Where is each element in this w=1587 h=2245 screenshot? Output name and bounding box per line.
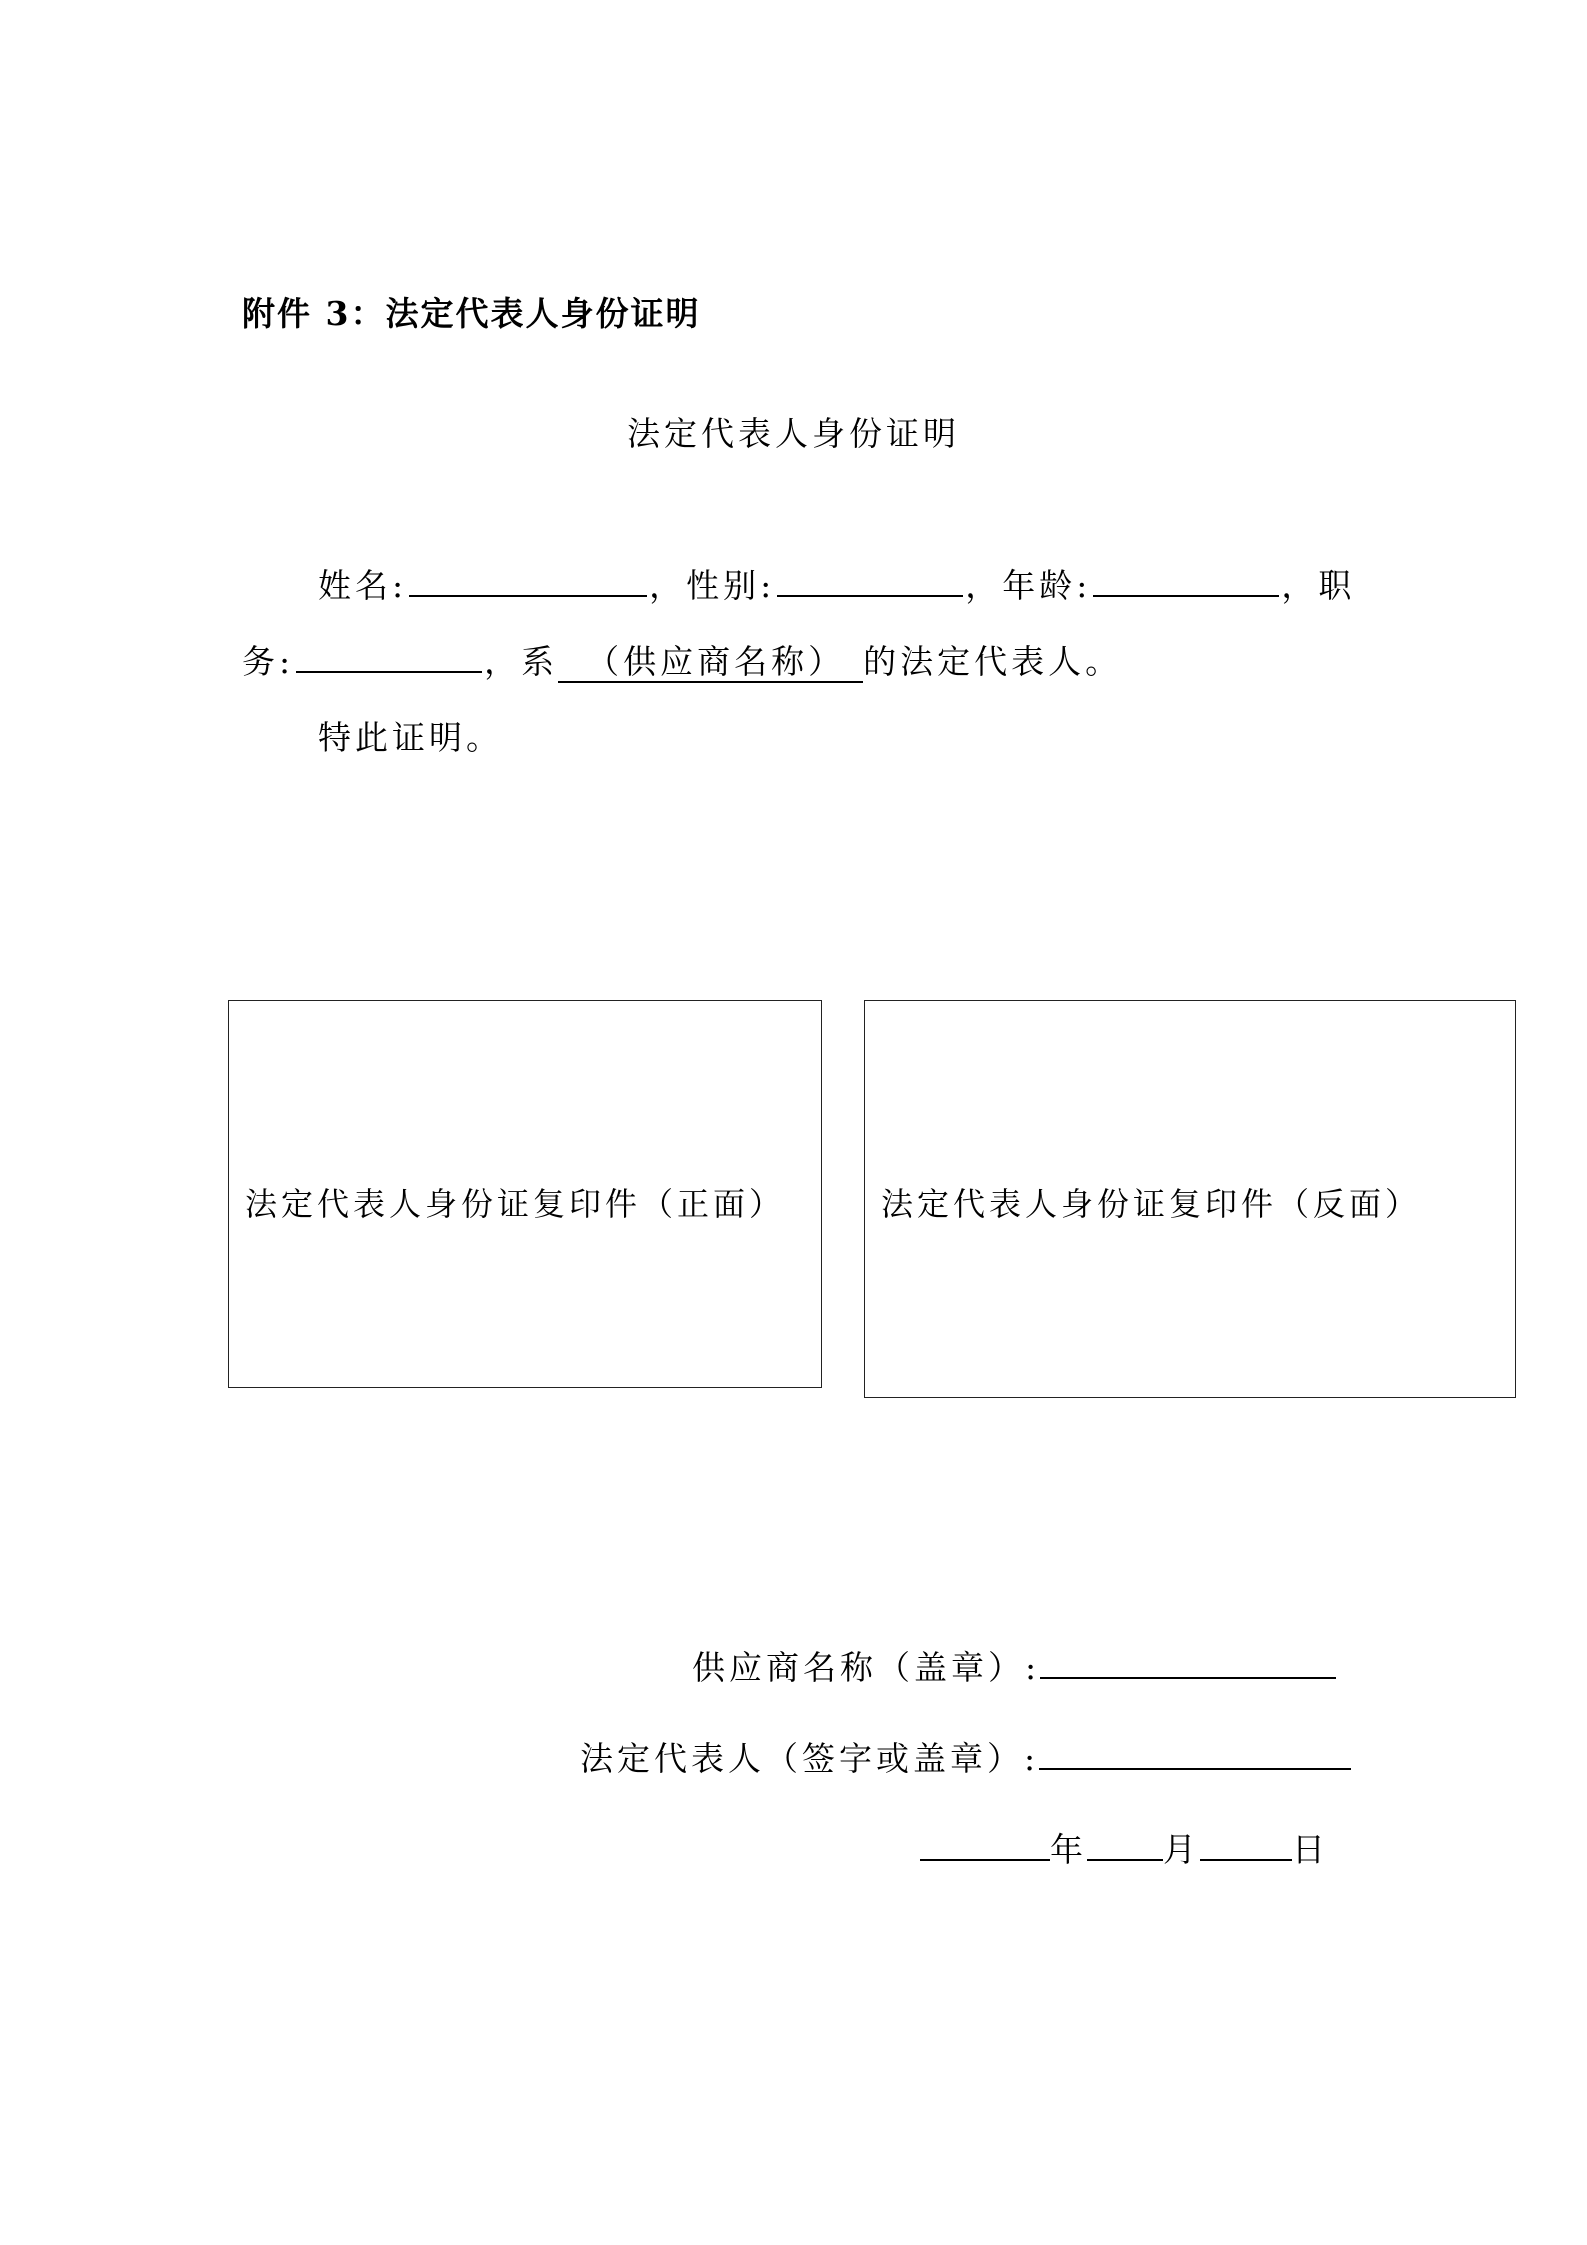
- personal-info-line-2: [242, 636, 1122, 683]
- legal-rep-signature-label: 法定代表人（签字或盖章）:: [580, 1739, 1040, 1778]
- day-blank[interactable]: [1200, 1825, 1292, 1861]
- supplier-name-placeholder[interactable]: （供应商名称）: [558, 643, 863, 683]
- gender-blank[interactable]: [777, 563, 963, 597]
- year-label: 年: [1050, 1830, 1087, 1869]
- age-label: ，年龄:: [965, 566, 1092, 605]
- position-blank[interactable]: [296, 639, 482, 673]
- position-label-end: 务:: [242, 642, 295, 681]
- day-label: 日: [1292, 1830, 1329, 1869]
- id-front-copy-box[interactable]: [228, 1000, 822, 1388]
- year-blank[interactable]: [920, 1825, 1050, 1861]
- month-label: 月: [1163, 1830, 1200, 1869]
- date-line: [920, 1824, 1329, 1871]
- id-back-copy-label: 法定代表人身份证复印件（反面）: [881, 1185, 1422, 1223]
- month-blank[interactable]: [1087, 1825, 1163, 1861]
- supplier-seal-blank[interactable]: [1040, 1643, 1336, 1679]
- position-label-start: ，职: [1281, 566, 1356, 605]
- id-front-copy-label: 法定代表人身份证复印件（正面）: [245, 1185, 786, 1223]
- supplier-seal-line: [692, 1642, 1336, 1689]
- legal-rep-suffix: 的法定代表人。: [863, 642, 1123, 681]
- name-blank[interactable]: [409, 563, 647, 597]
- id-back-copy-box[interactable]: [864, 1000, 1516, 1398]
- age-blank[interactable]: [1093, 563, 1279, 597]
- certify-text: 特此证明。: [318, 718, 503, 757]
- gender-label: ，性别:: [649, 566, 776, 605]
- attachment-heading: 附件 3：法定代表人身份证明: [242, 294, 701, 333]
- document-title: 法定代表人身份证明: [627, 414, 960, 453]
- legal-rep-signature-line: [580, 1733, 1351, 1780]
- legal-rep-signature-blank[interactable]: [1039, 1734, 1351, 1770]
- relation-label: ，系: [484, 642, 559, 681]
- personal-info-line-1: [318, 560, 1355, 607]
- supplier-seal-label: 供应商名称（盖章）:: [692, 1648, 1041, 1687]
- name-label: 姓名:: [318, 566, 408, 605]
